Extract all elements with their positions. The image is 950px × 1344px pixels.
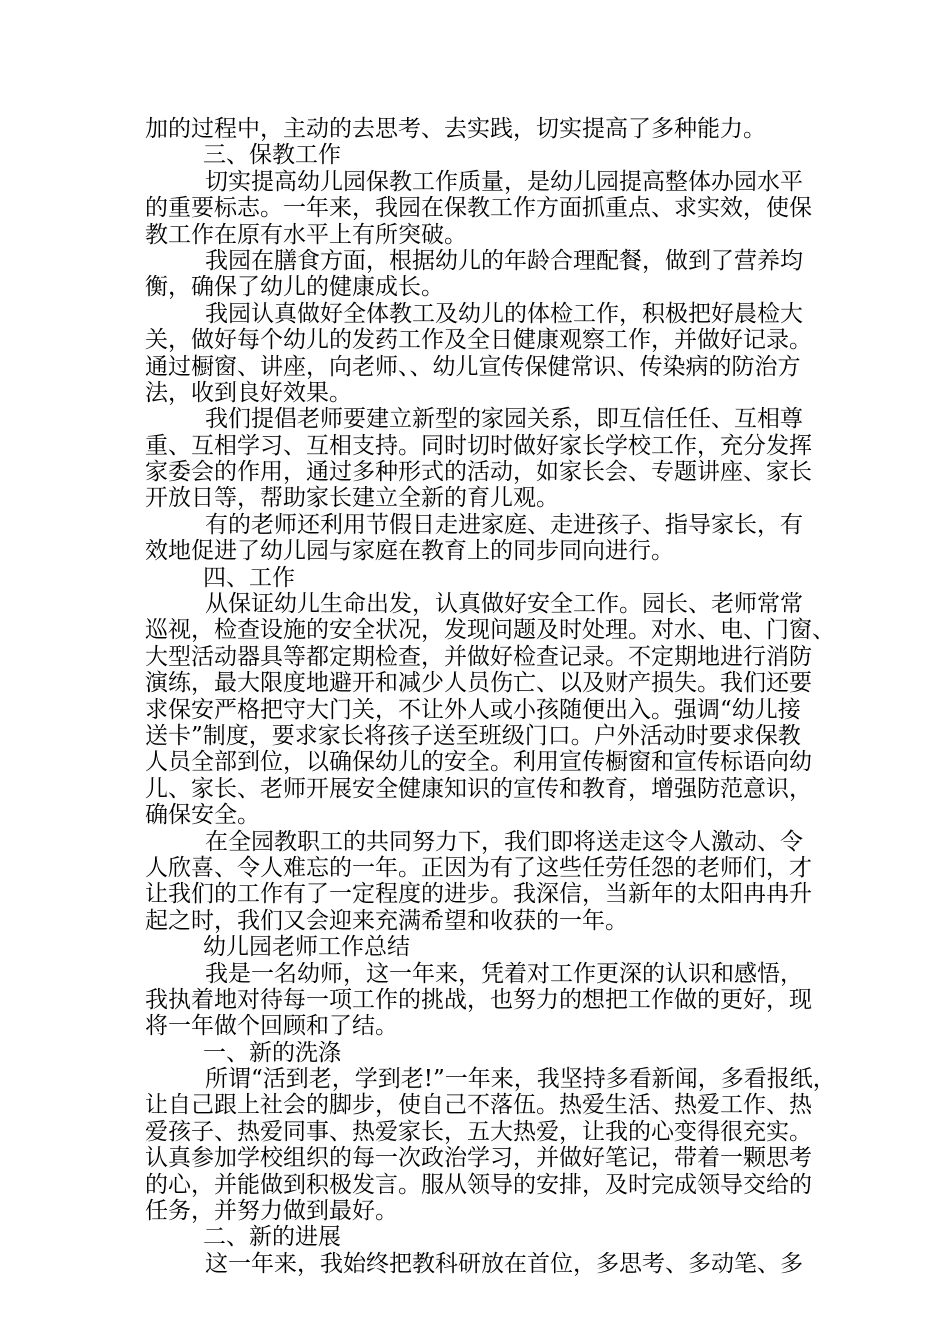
paragraph — [145, 1066, 836, 1225]
paragraph — [145, 406, 815, 512]
text-line: 重、互相学习、互相支持。同时切时做好家长学校工作，充分发挥 — [145, 432, 812, 459]
text-line: 效地促进了幼儿园与家庭在教育上的同步同向进行。 — [145, 538, 674, 565]
text-line: 切实提高幼儿园保教工作质量，是幼儿园提高整体办园水平 — [205, 168, 803, 195]
text-line: 教工作在原有水平上有所突破。 — [145, 221, 467, 248]
text-line: 巡视，检查设施的安全状况，发现问题及时处理。对水、电、门窗、 — [145, 617, 835, 644]
text-line: 这一年来，我始终把教科研放在首位，多思考、多动笔、多 — [205, 1250, 803, 1277]
text-line: 衡，确保了幼儿的健康成长。 — [145, 274, 444, 301]
text-line: 确保安全。 — [145, 802, 260, 829]
text-line: 开放日等，帮助家长建立全新的育儿观。 — [145, 485, 559, 512]
text-line: 我园认真做好全体教工及幼儿的体检工作，积极把好晨检大 — [205, 300, 803, 327]
text-line: 让自己跟上社会的脚步，使自己不落伍。热爱生活、热爱工作、热 — [145, 1092, 812, 1119]
section-heading — [145, 934, 815, 960]
text-line: 人员全部到位，以确保幼儿的安全。利用宣传橱窗和宣传标语向幼 — [145, 749, 812, 776]
text-line: 二、新的进展 — [203, 1224, 341, 1251]
text-line: 我执着地对待每一项工作的挑战，也努力的想把工作做的更好，现 — [145, 986, 812, 1013]
text-line: 的心，并能做到积极发言。服从领导的安排，及时完成领导交给的 — [145, 1171, 812, 1198]
text-line: 求保安严格把守大门关，不让外人或小孩随便出入。强调“幼儿接 — [145, 696, 801, 723]
text-line: 加的过程中，主动的去思考、去实践，切实提高了多种能力。 — [145, 116, 766, 142]
text-line: 爱孩子、热爱同事、热爱家长，五大热爱，让我的心变得很充实。 — [145, 1118, 812, 1145]
text-line: 从保证幼儿生命出发，认真做好安全工作。园长、老师常常 — [205, 591, 803, 618]
text-line: 我们提倡老师要建立新型的家园关系，即互信任任、互相尊 — [205, 406, 803, 433]
section-heading — [145, 565, 815, 591]
text-line: 一、新的洗涤 — [203, 1039, 341, 1066]
section-heading — [145, 142, 815, 168]
text-line: 人欣喜、令人难忘的一年。正因为有了这些任劳任怨的老师们，才 — [145, 854, 812, 881]
text-line: 家委会的作用，通过多种形式的活动，如家长会、专题讲座、家长 — [145, 459, 812, 486]
paragraph — [145, 961, 815, 1040]
text-line: 任务，并努力做到最好。 — [145, 1198, 398, 1225]
text-line: 的重要标志。一年来，我园在保教工作方面抓重点、求实效，使保 — [145, 195, 812, 222]
text-line: 三、保教工作 — [203, 142, 341, 169]
paragraph — [145, 512, 815, 565]
text-line: 通过橱窗、讲座，向老师、、幼儿宣传保健常识、传染病的防治方 — [145, 353, 801, 380]
document-body — [145, 116, 836, 1277]
section-heading — [145, 1040, 815, 1066]
text-line: 让我们的工作有了一定程度的进步。我深信，当新年的太阳冉冉升 — [145, 881, 812, 908]
paragraph — [145, 1251, 815, 1277]
text-line: 在全园教职工的共同努力下，我们即将送走这令人激动、令 — [205, 828, 803, 855]
paragraph — [145, 301, 815, 407]
text-line: 儿、家长、老师开展安全健康知识的宣传和教育，增强防范意识， — [145, 775, 812, 802]
text-line: 所谓“活到老，学到老!”一年来，我坚持多看新闻，多看报纸， — [205, 1066, 836, 1093]
section-heading — [145, 1224, 815, 1250]
paragraph — [145, 116, 815, 142]
text-line: 我是一名幼师，这一年来，凭着对工作更深的认识和感悟， — [205, 960, 803, 987]
paragraph — [145, 169, 815, 248]
text-line: 幼儿园老师工作总结 — [203, 934, 410, 961]
text-line: 认真参加学校组织的每一次政治学习，并做好笔记，带着一颗思考 — [145, 1145, 812, 1172]
paragraph — [145, 248, 815, 301]
text-line: 起之时，我们又会迎来充满希望和收获的一年。 — [145, 907, 628, 934]
text-line: 关，做好每个幼儿的发药工作及全日健康观察工作，并做好记录。 — [145, 327, 812, 354]
text-line: 有的老师还利用节假日走进家庭、走进孩子、指导家长，有 — [205, 511, 803, 538]
text-line: 送卡”制度，要求家长将孩子送至班级门口。户外活动时要求保教 — [145, 722, 801, 749]
paragraph — [145, 829, 815, 935]
text-line: 将一年做个回顾和了结。 — [145, 1013, 398, 1040]
text-line: 四、工作 — [203, 564, 295, 591]
paragraph — [145, 591, 835, 829]
text-line: 大型活动器具等都定期检查，并做好检查记录。不定期地进行消防 — [145, 643, 812, 670]
text-line: 我园在膳食方面，根据幼儿的年龄合理配餐，做到了营养均 — [205, 247, 803, 274]
text-line: 法，收到良好效果。 — [145, 379, 352, 406]
text-line: 演练，最大限度地避开和减少人员伤亡、以及财产损失。我们还要 — [145, 670, 812, 697]
